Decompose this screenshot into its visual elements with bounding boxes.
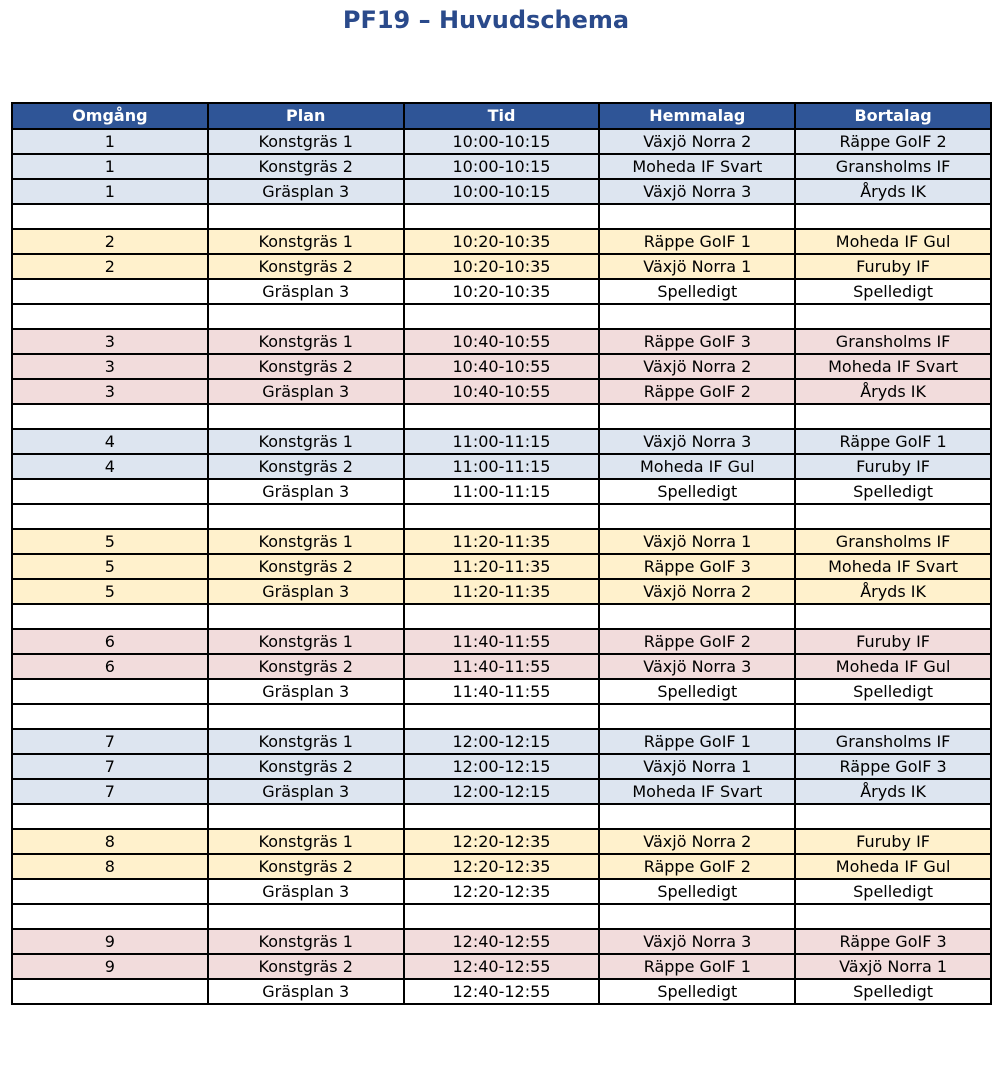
cell-plan: Konstgräs 1	[208, 629, 404, 654]
cell-hemmalag	[599, 204, 795, 229]
table-row	[12, 179, 991, 204]
spacer-row	[12, 204, 991, 229]
cell-omgang: 6	[12, 654, 208, 679]
column-header-plan: Plan	[208, 103, 404, 129]
cell-plan	[208, 504, 404, 529]
cell-plan: Konstgräs 1	[208, 829, 404, 854]
cell-omgang: 2	[12, 229, 208, 254]
cell-omgang: 1	[12, 179, 208, 204]
cell-tid: 10:00-10:15	[404, 154, 600, 179]
cell-tid: 12:40-12:55	[404, 954, 600, 979]
cell-hemmalag	[599, 504, 795, 529]
table-row	[12, 879, 991, 904]
cell-tid: 11:20-11:35	[404, 529, 600, 554]
table-row	[12, 579, 991, 604]
cell-bortalag	[795, 204, 991, 229]
cell-omgang: 3	[12, 354, 208, 379]
cell-omgang: 6	[12, 629, 208, 654]
cell-bortalag: Furuby IF	[795, 629, 991, 654]
cell-hemmalag: Växjö Norra 1	[599, 529, 795, 554]
cell-omgang	[12, 704, 208, 729]
cell-tid	[404, 204, 600, 229]
cell-plan: Gräsplan 3	[208, 379, 404, 404]
cell-tid: 11:00-11:15	[404, 454, 600, 479]
cell-hemmalag: Växjö Norra 2	[599, 354, 795, 379]
cell-plan: Gräsplan 3	[208, 279, 404, 304]
cell-tid: 10:40-10:55	[404, 354, 600, 379]
table-row	[12, 929, 991, 954]
cell-hemmalag: Växjö Norra 1	[599, 754, 795, 779]
cell-tid: 11:40-11:55	[404, 679, 600, 704]
cell-tid	[404, 904, 600, 929]
cell-hemmalag: Räppe GoIF 3	[599, 329, 795, 354]
table-row	[12, 979, 991, 1004]
spacer-row	[12, 304, 991, 329]
cell-omgang	[12, 604, 208, 629]
cell-bortalag: Räppe GoIF 3	[795, 929, 991, 954]
table-row	[12, 654, 991, 679]
spacer-row	[12, 404, 991, 429]
cell-tid	[404, 404, 600, 429]
cell-tid: 11:40-11:55	[404, 654, 600, 679]
cell-tid	[404, 704, 600, 729]
cell-hemmalag: Moheda IF Gul	[599, 454, 795, 479]
cell-plan: Konstgräs 1	[208, 229, 404, 254]
cell-tid: 10:20-10:35	[404, 229, 600, 254]
cell-hemmalag: Räppe GoIF 2	[599, 854, 795, 879]
cell-plan: Konstgräs 1	[208, 429, 404, 454]
cell-plan	[208, 904, 404, 929]
cell-plan: Konstgräs 1	[208, 329, 404, 354]
cell-plan: Gräsplan 3	[208, 979, 404, 1004]
table-row	[12, 829, 991, 854]
cell-tid: 10:40-10:55	[404, 379, 600, 404]
cell-tid: 12:00-12:15	[404, 729, 600, 754]
cell-omgang: 4	[12, 454, 208, 479]
cell-bortalag: Furuby IF	[795, 829, 991, 854]
cell-bortalag: Moheda IF Svart	[795, 554, 991, 579]
cell-plan	[208, 604, 404, 629]
cell-plan: Konstgräs 2	[208, 254, 404, 279]
table-row	[12, 229, 991, 254]
cell-tid: 12:20-12:35	[404, 829, 600, 854]
cell-plan	[208, 704, 404, 729]
cell-tid	[404, 804, 600, 829]
cell-omgang	[12, 979, 208, 1004]
cell-omgang: 1	[12, 154, 208, 179]
cell-omgang	[12, 479, 208, 504]
table-row	[12, 254, 991, 279]
cell-tid: 11:00-11:15	[404, 429, 600, 454]
cell-bortalag	[795, 604, 991, 629]
cell-hemmalag	[599, 704, 795, 729]
table-row	[12, 854, 991, 879]
cell-plan	[208, 304, 404, 329]
cell-omgang	[12, 504, 208, 529]
spacer-row	[12, 604, 991, 629]
cell-bortalag	[795, 704, 991, 729]
cell-hemmalag: Moheda IF Svart	[599, 779, 795, 804]
spacer-row	[12, 704, 991, 729]
cell-bortalag: Spelledigt	[795, 679, 991, 704]
cell-bortalag: Furuby IF	[795, 454, 991, 479]
cell-plan: Konstgräs 2	[208, 554, 404, 579]
cell-omgang: 1	[12, 129, 208, 154]
cell-bortalag	[795, 904, 991, 929]
cell-tid: 10:00-10:15	[404, 179, 600, 204]
cell-omgang: 4	[12, 429, 208, 454]
cell-tid	[404, 504, 600, 529]
cell-hemmalag: Räppe GoIF 2	[599, 629, 795, 654]
cell-bortalag: Gransholms IF	[795, 329, 991, 354]
cell-bortalag	[795, 504, 991, 529]
cell-hemmalag: Växjö Norra 2	[599, 129, 795, 154]
cell-omgang: 7	[12, 754, 208, 779]
cell-omgang	[12, 404, 208, 429]
spacer-row	[12, 504, 991, 529]
cell-omgang: 9	[12, 954, 208, 979]
cell-bortalag: Räppe GoIF 1	[795, 429, 991, 454]
cell-bortalag: Räppe GoIF 2	[795, 129, 991, 154]
cell-omgang	[12, 204, 208, 229]
cell-plan: Konstgräs 1	[208, 729, 404, 754]
cell-plan: Gräsplan 3	[208, 779, 404, 804]
cell-bortalag: Spelledigt	[795, 879, 991, 904]
cell-hemmalag: Spelledigt	[599, 479, 795, 504]
cell-hemmalag: Räppe GoIF 1	[599, 954, 795, 979]
cell-bortalag: Moheda IF Gul	[795, 654, 991, 679]
cell-plan	[208, 204, 404, 229]
table-row	[12, 479, 991, 504]
column-header-omgang: Omgång	[12, 103, 208, 129]
cell-plan: Gräsplan 3	[208, 879, 404, 904]
cell-bortalag: Gransholms IF	[795, 154, 991, 179]
cell-plan: Konstgräs 2	[208, 354, 404, 379]
cell-bortalag: Moheda IF Svart	[795, 354, 991, 379]
cell-tid: 12:40-12:55	[404, 929, 600, 954]
cell-omgang: 8	[12, 829, 208, 854]
cell-hemmalag: Växjö Norra 2	[599, 829, 795, 854]
cell-bortalag	[795, 804, 991, 829]
cell-tid: 12:20-12:35	[404, 854, 600, 879]
cell-bortalag: Åryds IK	[795, 779, 991, 804]
cell-omgang: 5	[12, 554, 208, 579]
cell-bortalag: Spelledigt	[795, 479, 991, 504]
cell-hemmalag	[599, 404, 795, 429]
schedule-table	[11, 102, 992, 1005]
cell-omgang: 3	[12, 379, 208, 404]
cell-hemmalag: Moheda IF Svart	[599, 154, 795, 179]
cell-plan: Konstgräs 1	[208, 129, 404, 154]
cell-hemmalag: Räppe GoIF 3	[599, 554, 795, 579]
cell-hemmalag: Spelledigt	[599, 979, 795, 1004]
cell-bortalag	[795, 304, 991, 329]
table-row	[12, 754, 991, 779]
page-title: PF19 – Huvudschema	[342, 6, 630, 34]
cell-tid: 10:20-10:35	[404, 279, 600, 304]
cell-omgang	[12, 879, 208, 904]
cell-plan: Konstgräs 2	[208, 654, 404, 679]
cell-hemmalag: Växjö Norra 1	[599, 254, 795, 279]
cell-bortalag: Spelledigt	[795, 279, 991, 304]
cell-plan: Konstgräs 2	[208, 954, 404, 979]
table-row	[12, 529, 991, 554]
cell-hemmalag	[599, 804, 795, 829]
cell-bortalag: Åryds IK	[795, 379, 991, 404]
cell-plan: Gräsplan 3	[208, 579, 404, 604]
cell-hemmalag: Växjö Norra 3	[599, 179, 795, 204]
cell-omgang	[12, 904, 208, 929]
table-row	[12, 554, 991, 579]
cell-bortalag: Gransholms IF	[795, 729, 991, 754]
cell-bortalag: Växjö Norra 1	[795, 954, 991, 979]
cell-hemmalag: Räppe GoIF 1	[599, 729, 795, 754]
cell-bortalag	[795, 404, 991, 429]
cell-omgang: 5	[12, 529, 208, 554]
cell-plan: Konstgräs 2	[208, 754, 404, 779]
table-row	[12, 329, 991, 354]
cell-omgang: 2	[12, 254, 208, 279]
cell-tid: 11:20-11:35	[404, 554, 600, 579]
cell-omgang	[12, 279, 208, 304]
cell-tid: 12:00-12:15	[404, 779, 600, 804]
cell-plan	[208, 404, 404, 429]
table-row	[12, 154, 991, 179]
cell-bortalag: Moheda IF Gul	[795, 854, 991, 879]
cell-hemmalag: Spelledigt	[599, 879, 795, 904]
cell-omgang	[12, 304, 208, 329]
cell-tid: 10:40-10:55	[404, 329, 600, 354]
cell-omgang: 5	[12, 579, 208, 604]
table-row	[12, 354, 991, 379]
cell-plan: Gräsplan 3	[208, 479, 404, 504]
cell-tid: 11:20-11:35	[404, 579, 600, 604]
cell-plan: Konstgräs 2	[208, 854, 404, 879]
cell-omgang	[12, 679, 208, 704]
cell-omgang: 8	[12, 854, 208, 879]
cell-tid: 10:00-10:15	[404, 129, 600, 154]
table-row	[12, 679, 991, 704]
table-row	[12, 729, 991, 754]
cell-hemmalag: Spelledigt	[599, 279, 795, 304]
spacer-row	[12, 904, 991, 929]
spacer-row	[12, 804, 991, 829]
cell-bortalag: Räppe GoIF 3	[795, 754, 991, 779]
table-row	[12, 129, 991, 154]
cell-bortalag: Åryds IK	[795, 579, 991, 604]
cell-hemmalag	[599, 904, 795, 929]
cell-omgang: 7	[12, 729, 208, 754]
cell-omgang: 3	[12, 329, 208, 354]
cell-hemmalag: Växjö Norra 2	[599, 579, 795, 604]
cell-tid: 10:20-10:35	[404, 254, 600, 279]
cell-plan: Konstgräs 1	[208, 929, 404, 954]
cell-hemmalag: Växjö Norra 3	[599, 654, 795, 679]
cell-plan: Konstgräs 2	[208, 454, 404, 479]
cell-tid	[404, 604, 600, 629]
cell-bortalag: Gransholms IF	[795, 529, 991, 554]
cell-bortalag: Åryds IK	[795, 179, 991, 204]
cell-tid	[404, 304, 600, 329]
table-row	[12, 379, 991, 404]
cell-plan: Gräsplan 3	[208, 679, 404, 704]
cell-plan: Konstgräs 2	[208, 154, 404, 179]
table-row	[12, 779, 991, 804]
cell-bortalag: Moheda IF Gul	[795, 229, 991, 254]
cell-omgang	[12, 804, 208, 829]
table-row	[12, 629, 991, 654]
column-header-hemmalag: Hemmalag	[599, 103, 795, 129]
cell-plan: Konstgräs 1	[208, 529, 404, 554]
header-row	[12, 103, 991, 129]
cell-tid: 11:00-11:15	[404, 479, 600, 504]
cell-tid: 12:40-12:55	[404, 979, 600, 1004]
cell-tid: 11:40-11:55	[404, 629, 600, 654]
table-row	[12, 429, 991, 454]
cell-bortalag: Spelledigt	[795, 979, 991, 1004]
cell-hemmalag: Växjö Norra 3	[599, 929, 795, 954]
cell-omgang: 9	[12, 929, 208, 954]
cell-tid: 12:00-12:15	[404, 754, 600, 779]
cell-hemmalag: Växjö Norra 3	[599, 429, 795, 454]
table-row	[12, 454, 991, 479]
cell-hemmalag: Räppe GoIF 2	[599, 379, 795, 404]
cell-hemmalag: Räppe GoIF 1	[599, 229, 795, 254]
cell-tid: 12:20-12:35	[404, 879, 600, 904]
cell-bortalag: Furuby IF	[795, 254, 991, 279]
cell-plan	[208, 804, 404, 829]
column-header-bortalag: Bortalag	[795, 103, 991, 129]
cell-hemmalag	[599, 304, 795, 329]
cell-plan: Gräsplan 3	[208, 179, 404, 204]
table-row	[12, 954, 991, 979]
cell-omgang: 7	[12, 779, 208, 804]
cell-hemmalag: Spelledigt	[599, 679, 795, 704]
column-header-tid: Tid	[404, 103, 600, 129]
cell-hemmalag	[599, 604, 795, 629]
table-row	[12, 279, 991, 304]
